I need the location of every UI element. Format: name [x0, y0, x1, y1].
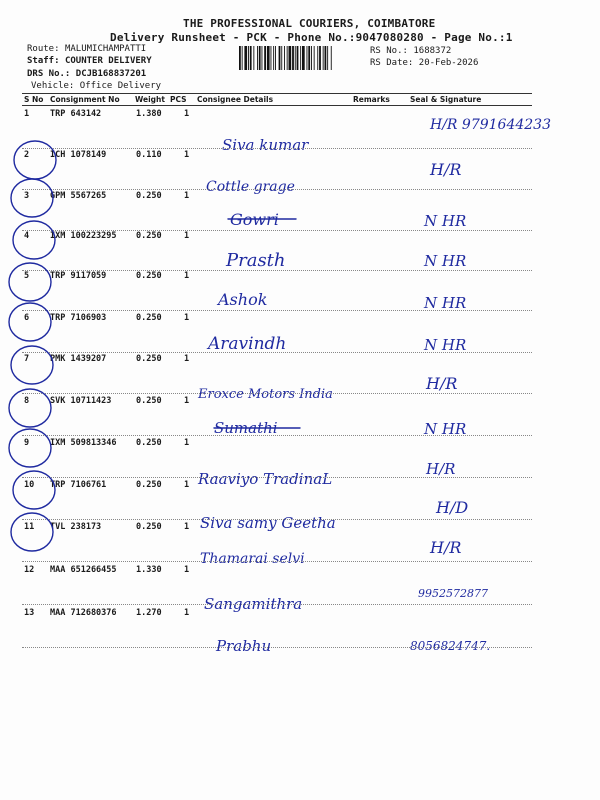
row-circle-mark — [14, 141, 56, 179]
row-consignee-handwritten: Siva samy Geetha — [200, 514, 336, 532]
row-pcs: 1 — [184, 313, 190, 323]
route-value: MALUMICHAMPATTI — [64, 44, 147, 54]
row-sno: 4 — [24, 231, 30, 241]
row-weight: 1.380 — [136, 109, 162, 119]
col-seal: Seal & Signature — [410, 95, 482, 104]
row-signature-handwritten: 9952572877 — [418, 587, 488, 600]
row-consignee-handwritten: Prabhu — [216, 637, 272, 655]
row-consignment-no: TRP 7106903 — [50, 313, 107, 323]
row-weight: 0.250 — [136, 231, 162, 241]
row-sno: 9 — [24, 438, 30, 448]
row-signature-handwritten: N HR — [424, 294, 467, 312]
row-pcs: 1 — [184, 438, 190, 448]
row-weight: 0.110 — [136, 150, 162, 160]
row-pcs: 1 — [184, 150, 190, 160]
row-weight: 0.250 — [136, 480, 162, 490]
row-consignment-no: IXM 509813346 — [50, 438, 117, 448]
row-consignee-handwritten: Thamarai selvi — [200, 551, 305, 567]
row-consignee-handwritten: Gowri — [230, 210, 279, 229]
row-sno: 5 — [24, 271, 30, 281]
row-weight: 0.250 — [136, 271, 162, 281]
row-signature-handwritten: N HR — [424, 252, 467, 270]
row-sno: 12 — [24, 565, 35, 575]
row-circle-mark — [9, 429, 51, 467]
rs-no-value: 1688372 — [413, 46, 452, 56]
row-circle-mark — [11, 346, 53, 384]
row-consignee-handwritten: Sangamithra — [204, 595, 303, 613]
row-consignment-no: MAA 651266455 — [50, 565, 117, 575]
vehicle-label: Vehicle: — [31, 81, 75, 91]
row-weight: 1.330 — [136, 565, 162, 575]
row-consignment-no: IXM 100223295 — [50, 231, 117, 241]
row-circle-mark — [13, 471, 55, 509]
row-consignment-no: TRP 7106761 — [50, 480, 107, 490]
row-signature-handwritten: 8056824747. — [410, 639, 491, 653]
row-circle-mark — [9, 263, 51, 301]
col-consignment: Consignment No — [50, 95, 120, 104]
row-circle-mark — [9, 389, 51, 427]
row-consignee-handwritten: Raaviyo TradinaL — [198, 470, 333, 488]
rs-date-label: RS Date: — [370, 58, 414, 68]
row-sno: 7 — [24, 354, 30, 364]
row-consignment-no: TRP 643142 — [50, 109, 102, 119]
rs-date-value: 20-Feb-2026 — [418, 58, 479, 68]
row-sno: 13 — [24, 608, 35, 618]
row-consignment-no: SVK 10711423 — [50, 396, 112, 406]
row-weight: 0.250 — [136, 354, 162, 364]
drs-label: DRS No.: — [27, 69, 71, 79]
route-label: Route: — [27, 44, 60, 54]
row-circle-mark — [11, 179, 53, 217]
vehicle-value: Office Delivery — [79, 81, 162, 91]
row-pcs: 1 — [184, 396, 190, 406]
row-pcs: 1 — [184, 271, 190, 281]
row-consignment-no: MAA 712680376 — [50, 608, 117, 618]
row-signature-handwritten: N HR — [424, 420, 467, 438]
row-consignee-handwritten: Eroxce Motors India — [198, 387, 333, 402]
row-signature-handwritten: H/R 9791644233 — [430, 117, 551, 133]
row-pcs: 1 — [184, 231, 190, 241]
staff-label: Staff: — [27, 56, 60, 66]
row-sno: 8 — [24, 396, 30, 406]
row-signature-handwritten: H/R — [430, 160, 462, 179]
row-signature-handwritten: N HR — [424, 336, 467, 354]
row-sno: 10 — [24, 480, 35, 490]
runsheet-subtitle: Delivery Runsheet - PCK - Phone No.:9047080280 - Page No.:1 — [110, 31, 513, 44]
row-pcs: 1 — [184, 354, 190, 364]
row-signature-handwritten: H/R — [426, 460, 456, 478]
row-consignment-no: ICH 1078149 — [50, 150, 107, 160]
col-sno: S No — [24, 95, 44, 104]
row-consignment-no: TVL 238173 — [50, 522, 102, 532]
row-pcs: 1 — [184, 522, 190, 532]
row-sno: 11 — [24, 522, 35, 532]
staff-value: COUNTER DELIVERY — [64, 56, 152, 66]
row-consignee-handwritten: Aravindh — [208, 334, 287, 354]
row-consignment-no: TRP 9117059 — [50, 271, 107, 281]
row-signature-handwritten: H/R — [426, 374, 458, 393]
row-weight: 0.250 — [136, 522, 162, 532]
row-consignee-handwritten: Siva kumar — [222, 136, 309, 154]
row-pcs: 1 — [184, 565, 190, 575]
row-consignee-handwritten: Ashok — [218, 290, 268, 309]
row-consignee-handwritten: Prasth — [226, 250, 286, 271]
col-weight: Weight — [135, 95, 165, 104]
row-consignment-no: GPM 5567265 — [50, 191, 107, 201]
drs-value: DCJB168837201 — [75, 69, 147, 79]
row-sno: 3 — [24, 191, 30, 201]
row-consignee-handwritten: Sumathi — [214, 419, 278, 437]
row-pcs: 1 — [184, 608, 190, 618]
row-weight: 0.250 — [136, 191, 162, 201]
row-sno: 6 — [24, 313, 30, 323]
row-weight: 0.250 — [136, 313, 162, 323]
row-sno: 1 — [24, 109, 30, 119]
col-pcs: PCS — [170, 95, 187, 104]
row-weight: 1.270 — [136, 608, 162, 618]
row-consignee-handwritten: Cottle grage — [206, 179, 295, 195]
row-signature-handwritten: H/D — [436, 498, 469, 517]
col-remarks: Remarks — [353, 95, 390, 104]
rs-no-label: RS No.: — [370, 46, 408, 56]
row-circle-mark — [13, 221, 55, 259]
row-consignment-no: PMK 1439207 — [50, 354, 107, 364]
row-pcs: 1 — [184, 109, 190, 119]
row-weight: 0.250 — [136, 438, 162, 448]
row-signature-handwritten: H/R — [430, 538, 462, 557]
row-pcs: 1 — [184, 191, 190, 201]
row-weight: 0.250 — [136, 396, 162, 406]
col-consignee: Consignee Details — [197, 95, 274, 104]
row-sno: 2 — [24, 150, 30, 160]
row-circle-mark — [11, 513, 53, 551]
row-signature-handwritten: N HR — [424, 212, 467, 230]
company-title: THE PROFESSIONAL COURIERS, COIMBATORE — [183, 17, 436, 30]
row-circle-mark — [9, 303, 51, 341]
row-pcs: 1 — [184, 480, 190, 490]
